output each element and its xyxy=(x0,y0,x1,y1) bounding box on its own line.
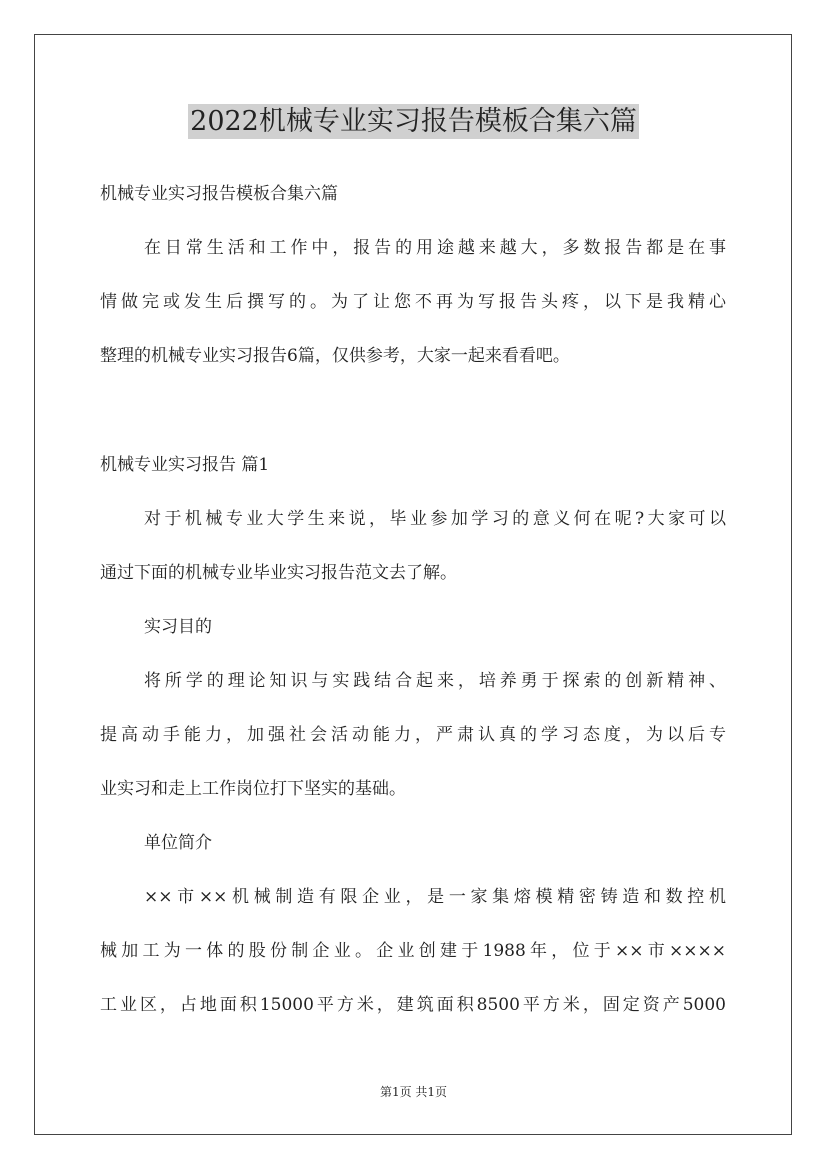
intro-line-3: 整理的机械专业实习报告6篇，仅供参考，大家一起来看看吧。 xyxy=(100,346,570,366)
document-title: 2022机械专业实习报告模板合集六篇 xyxy=(190,106,637,137)
company-line-2: 械加工为一体的股份制企业。企业创建于1988年，位于××市×××× xyxy=(100,941,726,961)
purpose-line-3: 业实习和走上工作岗位打下坚实的基础。 xyxy=(100,779,406,799)
document-title-wrap xyxy=(0,103,827,141)
section1-line-1: 对于机械专业大学生来说，毕业参加学习的意义何在呢?大家可以 xyxy=(144,509,726,529)
section1-line-2: 通过下面的机械专业毕业实习报告范文去了解。 xyxy=(100,563,457,583)
purpose-line-1: 将所学的理论知识与实践结合起来，培养勇于探索的创新精神、 xyxy=(144,671,726,691)
intro-line-1: 在日常生活和工作中，报告的用途越来越大，多数报告都是在事 xyxy=(144,238,726,258)
page-number: 第1页 共1页 xyxy=(379,1085,448,1099)
purpose-heading: 实习目的 xyxy=(144,617,212,637)
document-subtitle: 机械专业实习报告模板合集六篇 xyxy=(100,184,338,204)
purpose-line-2: 提高动手能力，加强社会活动能力，严肃认真的学习态度，为以后专 xyxy=(100,725,726,745)
company-line-3: 工业区，占地面积15000平方米，建筑面积8500平方米，固定资产5000 xyxy=(100,995,726,1015)
intro-line-2: 情做完或发生后撰写的。为了让您不再为写报告头疼，以下是我精心 xyxy=(100,292,726,312)
company-line-1: ××市××机械制造有限企业，是一家集熔模精密铸造和数控机 xyxy=(144,887,726,907)
section1-heading: 机械专业实习报告 篇1 xyxy=(100,455,270,475)
page-footer xyxy=(0,1084,827,1100)
company-heading: 单位简介 xyxy=(144,833,212,853)
